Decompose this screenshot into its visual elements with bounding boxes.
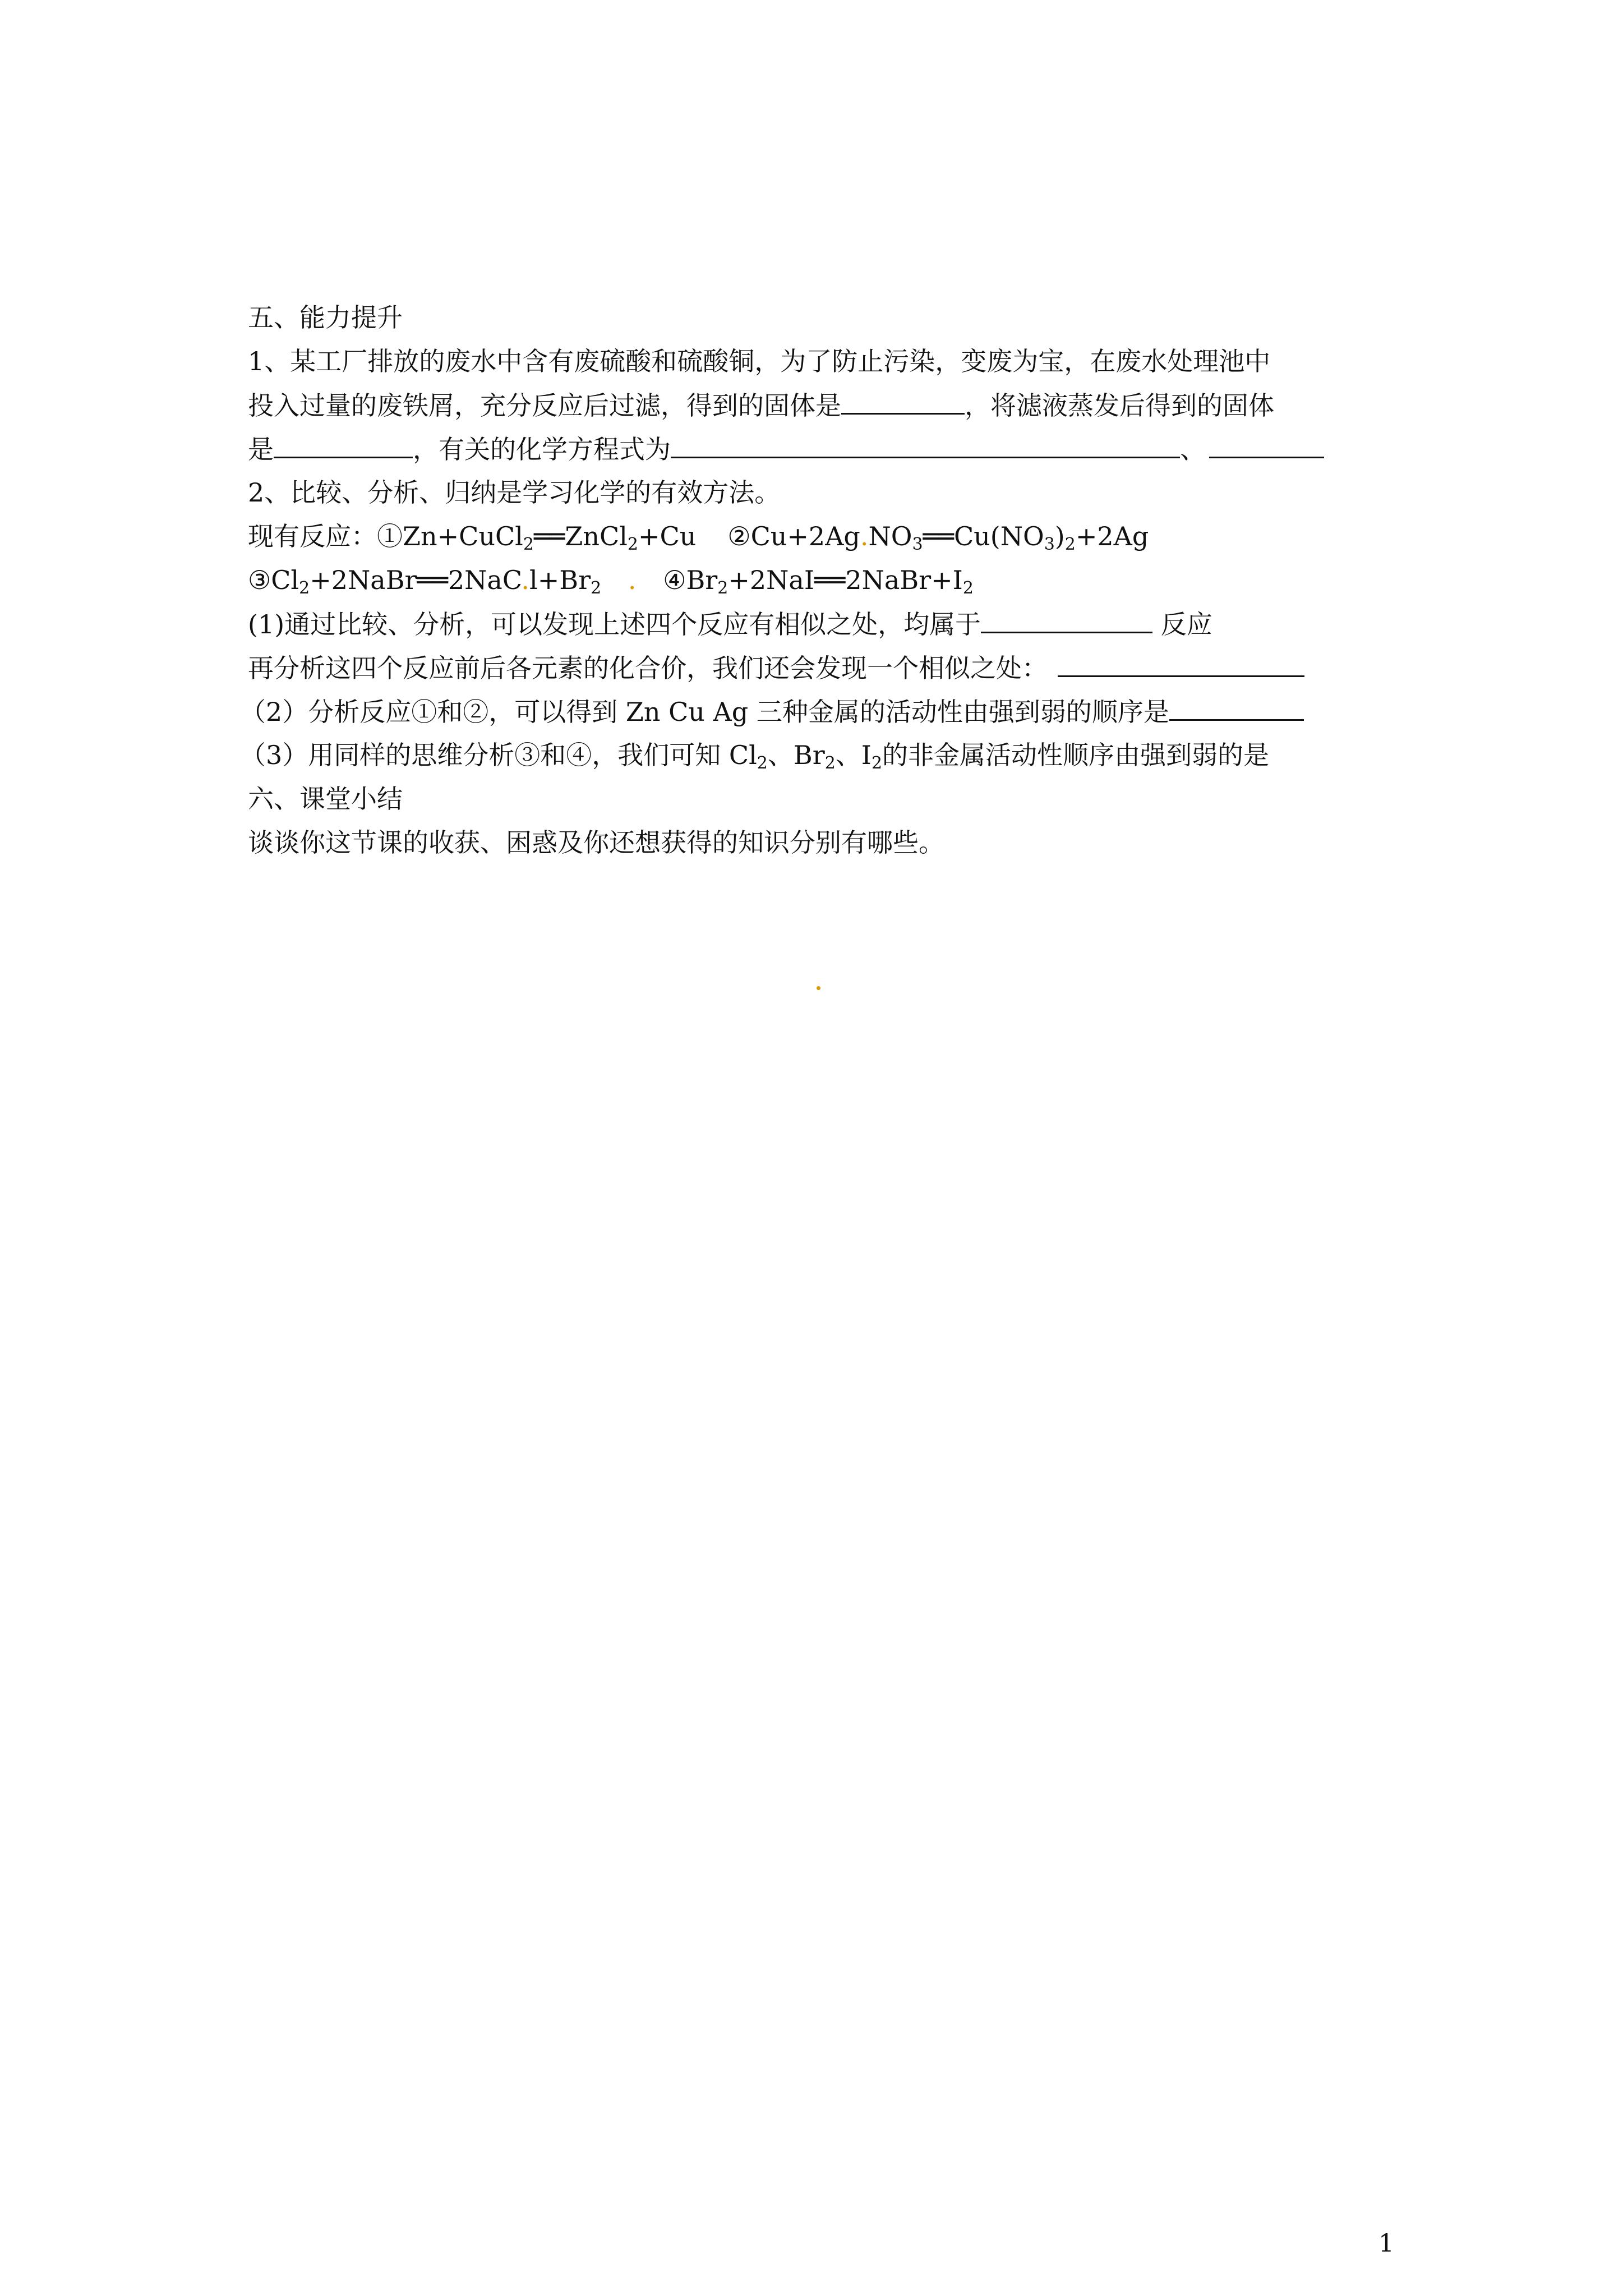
stray-mark (817, 986, 820, 990)
subquestion-1 (248, 606, 1212, 642)
subquestion-1-continued (248, 650, 1304, 685)
subquestion-1-suffix: 反应 (1152, 609, 1212, 639)
subquestion-1-text: (1)通过比较、分析，可以发现上述四个反应有相似之处，均属于 (248, 609, 981, 639)
answer-blank[interactable] (981, 606, 1152, 633)
answer-blank[interactable] (1058, 650, 1304, 677)
q2-intro: 2、比较、分析、归纳是学习化学的有效方法。 (248, 477, 781, 508)
answer-blank[interactable] (1169, 693, 1304, 721)
q1-line-3-text-a: 是 (248, 434, 274, 464)
subquestion-1-continued-text: 再分析这四个反应前后各元素的化合价，我们还会发现一个相似之处： (248, 653, 1048, 683)
equation-blank[interactable] (1209, 431, 1324, 458)
q1-line-3 (248, 431, 1324, 467)
reaction-2: $②Cu+2Ag.NO_3══Cu(NO_3)_2+2Ag$ (727, 521, 1149, 554)
reactions-label: 现有反应： (248, 521, 377, 551)
reaction-1: ①Zn+CuCl$_2$══ZnCl$_2$+Cu (377, 521, 697, 554)
reaction-3: $③Cl_2+2NaBr══2NaC.l+Br_2$ (248, 565, 602, 598)
answer-blank[interactable] (841, 387, 965, 415)
section-5-heading: 五、能力提升 (248, 302, 403, 333)
q1-line-2 (248, 387, 1274, 423)
section-6-text: 谈谈你这节课的收获、困惑及你还想获得的知识分别有哪些。 (248, 827, 944, 858)
reactions-line-2: $③Cl_2+2NaBr══2NaC.l+Br_2$ . $④Br_2+2NaI══2NaBr+I_2$ (248, 565, 974, 598)
answer-blank[interactable] (274, 431, 413, 458)
q1-line-1: 1、某工厂排放的废水中含有废硫酸和硫酸铜，为了防止污染，变废为宝，在废水处理池中 (248, 346, 1271, 376)
subquestion-2-text: （2）分析反应①和②，可以得到 Zn Cu Ag 三种金属的活动性由强到弱的顺序是 (240, 697, 1169, 727)
q1-line-3-text-b: ，有关的化学方程式为 (413, 434, 671, 464)
section-6-heading: 六、课堂小结 (248, 784, 403, 814)
q1-line-3-text-c: 、 (1180, 434, 1206, 464)
q1-line-2-text-a: 投入过量的废铁屑，充分反应后过滤，得到的固体是 (248, 390, 841, 421)
reaction-4: $④Br_2+2NaI══2NaBr+I_2$ (663, 565, 974, 598)
page-number: 1 (1378, 2229, 1394, 2258)
subquestion-2 (240, 693, 1304, 729)
q1-line-2-text-b: ，将滤液蒸发后得到的固体 (965, 390, 1274, 421)
reactions-line-1 (248, 518, 1149, 554)
subquestion-3: （3）用同样的思维分析③和④，我们可知 $Cl_2$、$Br_2$、$I_2$的非金属活动性顺序由强到弱的是 (240, 740, 1270, 773)
equation-blank[interactable] (671, 431, 1180, 458)
